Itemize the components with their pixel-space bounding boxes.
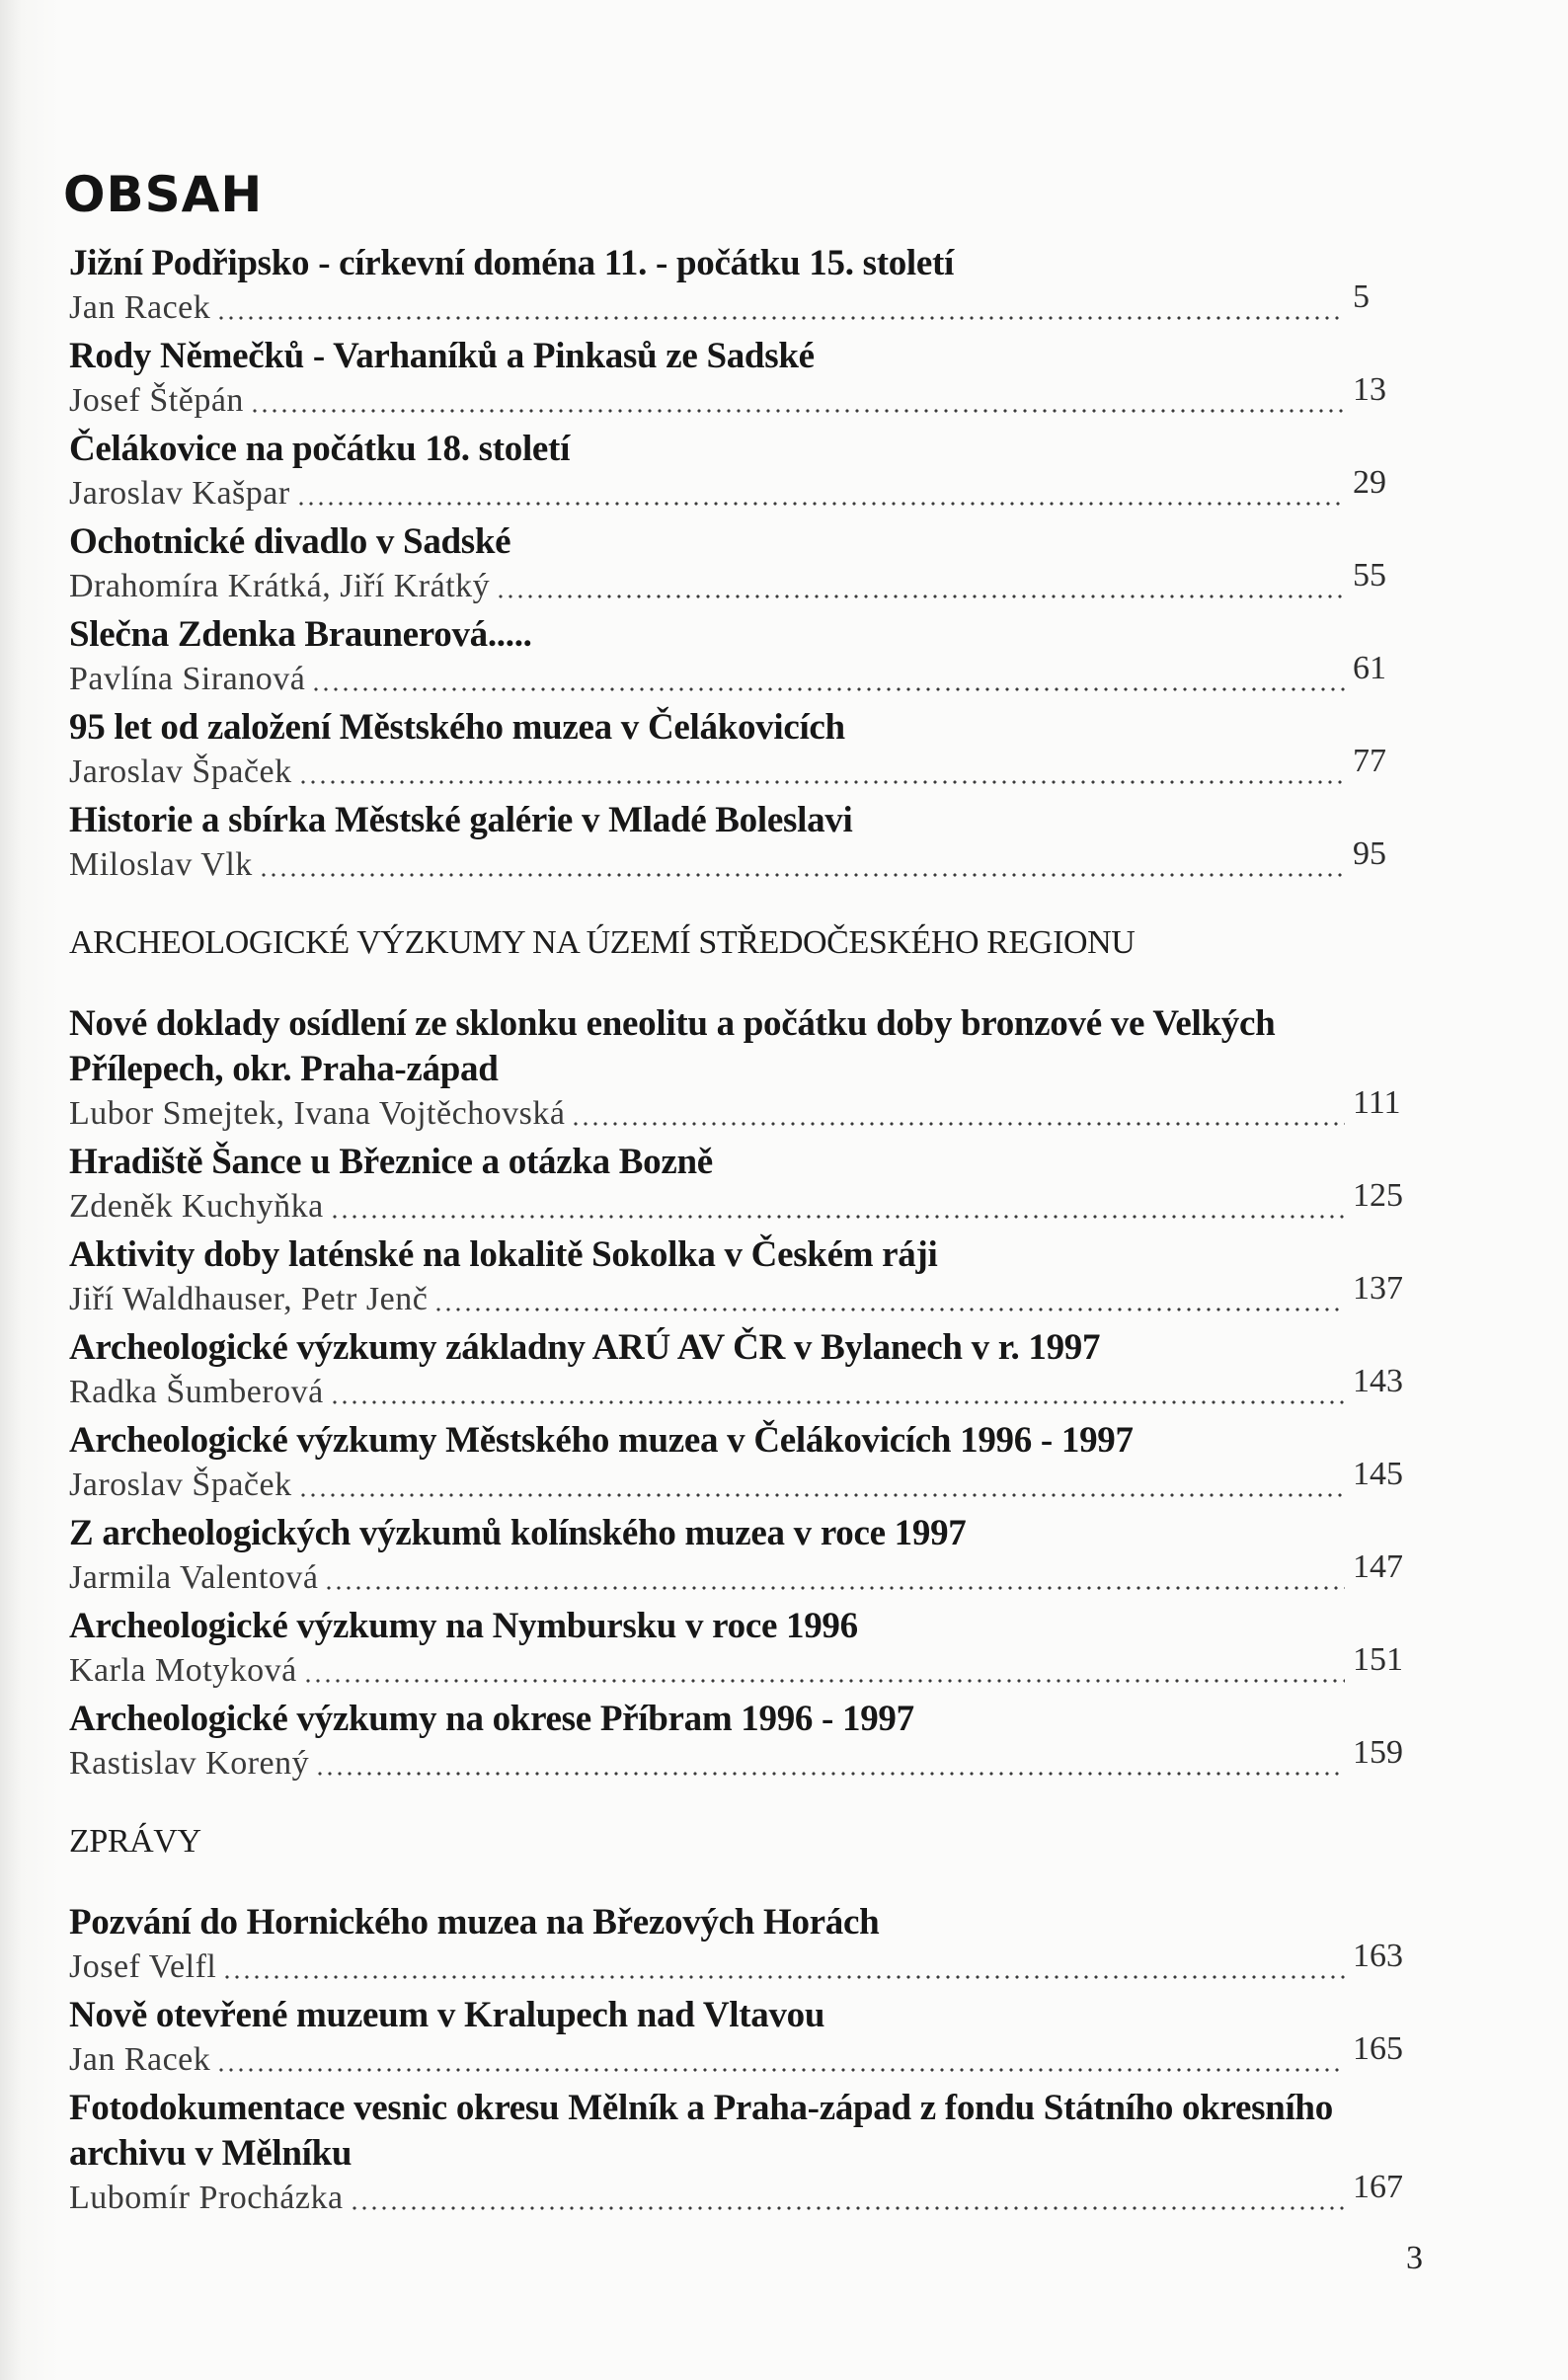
page-number: 3 [1406, 2240, 1423, 2276]
entry-author: Jaroslav Kašpar [69, 475, 290, 512]
entry-title: Hradiště Šance u Březnice a otázka Bozně [69, 1142, 713, 1182]
entry-title: Z archeologických výzkumů kolínského muzea v roce 1997 [69, 1513, 967, 1553]
entry-title: Slečna Zdenka Braunerová..... [69, 614, 532, 655]
toc-entry [69, 1140, 1422, 1229]
entry-page-number: 147 [1353, 1548, 1403, 1585]
entry-title: Pozvání do Hornického muzea na Březových Horách [69, 1902, 880, 1943]
toc-entry [69, 1325, 1422, 1414]
toc-entry [69, 519, 1422, 608]
entry-author-line [69, 464, 1422, 516]
entry-page-number: 143 [1353, 1363, 1403, 1399]
entry-author-line [69, 743, 1422, 794]
entry-page-number: 145 [1353, 1456, 1403, 1492]
table-of-contents [69, 241, 1422, 2224]
entry-author-line [69, 371, 1422, 423]
entry-title: Archeologické výzkumy na okrese Příbram 1996 - 1997 [69, 1699, 914, 1739]
entry-author: Jan Racek [69, 289, 211, 326]
entry-author: Jan Racek [69, 2041, 211, 2078]
entry-page-number: 137 [1353, 1270, 1403, 1307]
entry-author-line [69, 1938, 1422, 1989]
dot-leader [350, 2206, 1345, 2210]
entry-author-line [69, 1177, 1422, 1229]
dot-leader [496, 595, 1345, 598]
toc-entry [69, 1232, 1422, 1321]
entry-page-number: 29 [1353, 464, 1386, 501]
entry-page-number: 55 [1353, 557, 1386, 594]
dot-leader [259, 873, 1345, 877]
entry-page-number: 125 [1353, 1177, 1403, 1214]
entry-author-line [69, 650, 1422, 701]
toc-entry [69, 1993, 1422, 2082]
entry-author-line [69, 1363, 1422, 1414]
entry-title: 95 let od založení Městského muzea v Čelákovicích [69, 707, 845, 748]
entry-page-number: 165 [1353, 2030, 1403, 2067]
entry-author: Zdeněk Kuchyňka [69, 1188, 324, 1225]
entry-author: Josef Velfl [69, 1948, 217, 1985]
toc-entry [69, 705, 1422, 794]
entry-page-number: 95 [1353, 835, 1386, 872]
section-heading: ARCHEOLOGICKÉ VÝZKUMY NA ÚZEMÍ STŘEDOČESKÉHO REGIONU [69, 924, 1136, 961]
entry-author-line [69, 1641, 1422, 1693]
entry-author-line [69, 1456, 1422, 1507]
entry-author: Karla Motyková [69, 1652, 297, 1689]
entry-title: Nově otevřené muzeum v Kralupech nad Vltavou [69, 1995, 825, 2035]
toc-entry [69, 1604, 1422, 1693]
toc-entry [69, 1900, 1422, 1989]
dot-leader [330, 1400, 1345, 1404]
dot-leader [298, 1493, 1345, 1497]
dot-leader [222, 1975, 1345, 1979]
toc-entry [69, 1418, 1422, 1507]
dot-leader [216, 2068, 1345, 2072]
toc-entry [69, 1697, 1422, 1785]
section-heading: ZPRÁVY [69, 1823, 201, 1860]
entry-author: Jiří Waldhauser, Petr Jenč [69, 1281, 429, 1317]
entry-author-line [69, 2169, 1422, 2220]
entry-author-line [69, 835, 1422, 887]
dot-leader [311, 687, 1345, 691]
entry-title: Čelákovice na počátku 18. století [69, 429, 571, 469]
toc-entry [69, 427, 1422, 516]
entry-author-line [69, 1734, 1422, 1785]
entry-author: Drahomíra Krátká, Jiří Krátký [69, 568, 491, 604]
entry-author: Jaroslav Špaček [69, 754, 292, 790]
entry-author-line [69, 557, 1422, 608]
entry-title: Archeologické výzkumy Městského muzea v Čelákovicích 1996 - 1997 [69, 1420, 1134, 1461]
entry-page-number: 167 [1353, 2169, 1403, 2205]
entry-author: Rastislav Korený [69, 1745, 310, 1782]
entry-page-number: 163 [1353, 1938, 1403, 1974]
entry-author: Pavlína Siranová [69, 661, 306, 697]
toc-entry [69, 2086, 1422, 2220]
entry-author-line [69, 1084, 1422, 1136]
entry-page-number: 77 [1353, 743, 1386, 779]
page-heading: OBSAH [63, 166, 264, 223]
dot-leader [216, 316, 1345, 320]
entry-author-line [69, 2030, 1422, 2082]
toc-entry [69, 334, 1422, 423]
entry-page-number: 151 [1353, 1641, 1403, 1678]
toc-entry [69, 1511, 1422, 1600]
entry-author: Radka Šumberová [69, 1374, 324, 1410]
entry-title: Archeologické výzkumy základny ARÚ AV ČR v Bylanech v r. 1997 [69, 1327, 1101, 1368]
entry-title: Ochotnické divadlo v Sadské [69, 521, 511, 562]
toc-entry [69, 1001, 1422, 1136]
entry-title: Aktivity doby laténské na lokalitě Sokolka v Českém ráji [69, 1234, 938, 1275]
dot-leader [571, 1122, 1345, 1126]
dot-leader [315, 1772, 1345, 1776]
entry-author: Miloslav Vlk [69, 846, 253, 883]
entry-title: Historie a sbírka Městské galérie v Mladé Boleslavi [69, 800, 853, 840]
entry-page-number: 5 [1353, 278, 1370, 315]
dot-leader [296, 502, 1345, 506]
entry-page-number: 13 [1353, 371, 1386, 408]
entry-author-line [69, 1548, 1422, 1600]
toc-entry [69, 612, 1422, 701]
entry-author: Josef Štěpán [69, 382, 244, 419]
dot-leader [298, 780, 1345, 784]
entry-author-line [69, 1270, 1422, 1321]
toc-entry [69, 241, 1422, 330]
entry-title: Jižní Podřipsko - církevní doména 11. - počátku 15. století [69, 243, 955, 283]
dot-leader [303, 1679, 1345, 1683]
entry-page-number: 159 [1353, 1734, 1403, 1771]
entry-author: Lubomír Procházka [69, 2180, 344, 2216]
toc-entry [69, 798, 1422, 887]
entry-author: Jaroslav Špaček [69, 1467, 292, 1503]
entry-title: Fotodokumentace vesnic okresu Mělník a Praha-západ z fondu Státního okresního archivu v Mělníku [69, 2088, 1333, 2174]
entry-title: Archeologické výzkumy na Nymbursku v roce 1996 [69, 1606, 858, 1646]
entry-title: Rody Němečků - Varhaníků a Pinkasů ze Sadské [69, 336, 815, 376]
dot-leader [250, 409, 1345, 413]
entry-page-number: 111 [1353, 1084, 1401, 1121]
entry-title: Nové doklady osídlení ze sklonku eneolitu a počátku doby bronzové ve Velkých Přílepech, okr. Praha-západ [69, 1003, 1276, 1089]
dot-leader [324, 1586, 1345, 1590]
entry-author-line [69, 278, 1422, 330]
entry-author: Lubor Smejtek, Ivana Vojtěchovská [69, 1095, 566, 1132]
dot-leader [330, 1215, 1345, 1219]
entry-author: Jarmila Valentová [69, 1559, 319, 1596]
dot-leader [433, 1308, 1345, 1311]
entry-page-number: 61 [1353, 650, 1386, 686]
